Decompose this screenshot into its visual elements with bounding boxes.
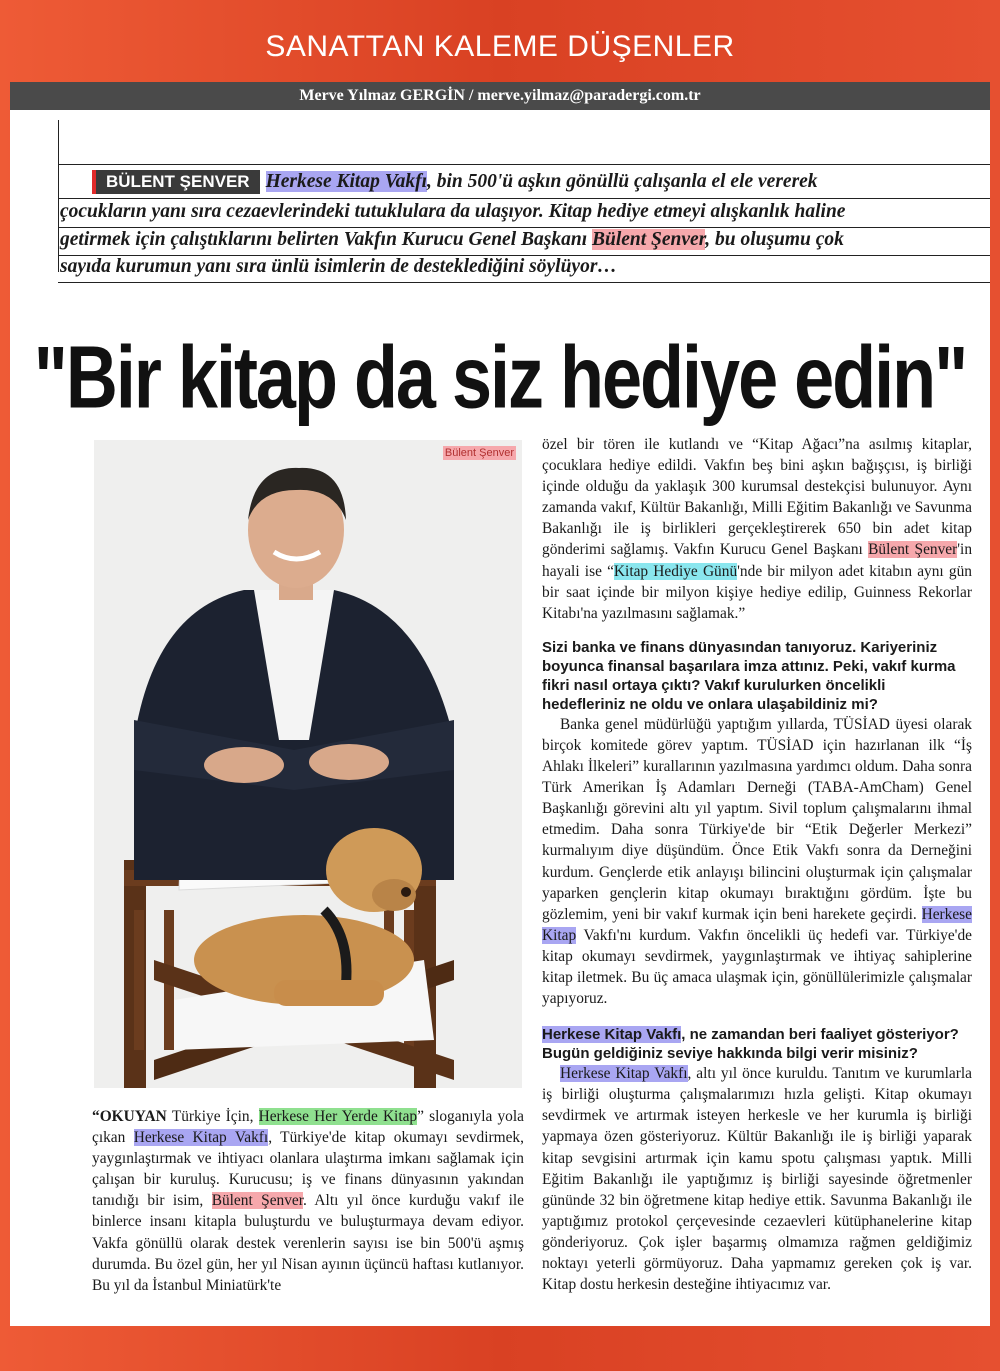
- right-paragraph-1: özel bir tören ile kutlandı ve “Kitap Ağacı”na asılmış kitaplar, çocuklara hediye edildi. Vakfın beş bini aşkın bağışçısı, iş birliği içinde olduğu da yaklaşık 300 kurumsal destekçisi bulunuyor. Aynı zamanda vakıf, Kültür Bakanlığı, Milli Eğitim Bakanlığı ve Savunma Bakanlığı ile iş birlikleri gerçekleştirerek 650 bin adet kitap gönderimi sağlamış. Vakfın Kurucu Genel Başkanı Bülent Şenver'in hayali ise “Kitap Hediye Günü'nde bir milyon adet kitabın aynı gün bir saat içinde bir milyon kişiye hediye edilip, Guinness Rekorlar Kitabı'na yazılmasını sağlamak.”: [542, 436, 973, 622]
- highlight-foundation: Herkese Kitap: [542, 905, 972, 944]
- intro-line-3: getirmek için çalıştıklarını belirten Vakfın Kurucu Genel Başkanı Bülent Şenver, bu oluşumu çok: [60, 229, 844, 250]
- answer-2: Herkese Kitap Vakfı, altı yıl önce kuruldu. Tanıtım ve kurumlarla iş birliği oluşturma çalışmalarımızı hızla gelişti. Kitap okumayı sevdirmek ve artırmak isteyen herkesle ve her kurumla iş birliği yapmaya özen gösteriyoruz. Kültür Bakanlığı ile iş birliği yaparak kitap sevgisini artırmak için kamu spotu çalışması yaptık. Milli Eğitim Bakanlığı ile yaptığımız iş birliği sayesinde öğretmenler gününde 32 bin öğretmene kitap hediye ettik. Savunma Bakanlığı ile yaptığımız protokol çerçevesinde cezaevleri kütüphanelerine kitap gönderiyoruz. Çok işler başarmış olmamıza rağmen geldiğimiz noktayı yeterli görmüyoruz. Daha yapmamız gereken çok iş var. Kitap dostu herkesin desteğine ihtiyacımız var.: [542, 1065, 972, 1294]
- rule-3: [58, 227, 990, 228]
- intro-line-4: sayıda kurumun yanı sıra ünlü isimlerin de desteklediğini söylüyor…: [60, 256, 617, 277]
- rule-2: [58, 198, 990, 199]
- highlight-name: Bülent Şenver: [211, 1192, 304, 1210]
- highlight-foundation: Herkese Kitap Vakfı: [133, 1129, 269, 1147]
- left-column: [92, 1106, 524, 1296]
- rule-5: [58, 282, 990, 283]
- highlight-foundation: Herkese Kitap Vakfı: [560, 1065, 688, 1083]
- question-1: Sizi banka ve finans dünyasından tanıyoruz. Kariyeriniz boyunca finansal başarılara imza attınız. Peki, vakıf kurma fikri nasıl ortaya çıktı? Vakıf kurulurken öncelikli hedefleriniz ne oldu ve onlara ulaşabildiniz mi?: [542, 638, 956, 713]
- portrait-illustration: [94, 440, 522, 1088]
- portrait-photo: [94, 440, 522, 1088]
- intro-line-1: BÜLENT ŞENVER Herkese Kitap Vakfı, bin 500'ü aşkın gönüllü çalışanla el ele vererek: [92, 170, 818, 194]
- highlight-name: Bülent Şenver: [868, 541, 958, 559]
- intro-line-2: çocukların yanı sıra cezaevlerindeki tutuklulara da ulaşıyor. Kitap hediye etmeyi alışkanlık haline: [60, 201, 846, 222]
- magazine-header: [0, 0, 1000, 82]
- person-tag: BÜLENT ŞENVER: [92, 170, 260, 194]
- article-page: [10, 110, 990, 1326]
- highlight-foundation: Herkese Kitap Vakfı: [542, 1026, 682, 1044]
- question-2: Herkese Kitap Vakfı, ne zamandan beri faaliyet gösteriyor? Bugün geldiğiniz seviye hakkında bilgi verir misiniz?: [542, 1026, 959, 1063]
- left-paragraph: “OKUYAN Türkiye İçin, Herkese Her Yerde Kitap” sloganıyla yola çıkan Herkese Kitap Vakfı, Türkiye'de kitap okumayı sevdirmek, yaygınlaştırmak ve ihtiyacı olanlara ulaştırma imkanı sağlamak için çalışan bir kuruluş. Kurucusu; iş ve finans dünyasının yakından tanıdığı bir isim, Bülent Şenver. Altı yıl önce kurduğu vakıf ile binlerce insanı kitapla buluşturdu ve buluşturmaya devam ediyor. Vakfa gönüllü olarak destek verenlerin sayısı ise bin 500'ü aşmış durumda. Bu özel gün, her yıl Nisan ayının üçüncü haftası kutlanıyor. Bu yıl da İstanbul Miniatürk'te: [92, 1108, 524, 1294]
- rule-1: [58, 164, 990, 165]
- section-title: SANATTAN KALEME DÜŞENLER: [265, 30, 735, 63]
- intro-left-rule: [58, 120, 59, 272]
- highlight-book-day: Kitap Hediye Günü: [613, 562, 738, 580]
- highlight-foundation: Herkese Kitap Vakfı: [265, 171, 427, 192]
- right-column: [542, 434, 972, 1295]
- highlight-name: Bülent Şenver: [591, 229, 706, 250]
- bottom-border: [0, 1326, 1000, 1371]
- author-byline: Merve Yılmaz GERGİN / merve.yilmaz@paradergi.com.tr: [299, 87, 701, 104]
- answer-1: Banka genel müdürlüğü yaptığım yıllarda, TÜSİAD üyesi olarak birçok komitede görev yaptım. TÜSİAD için hazırlanan ilk “İş Ahlakı İlkeleri” kurallarının yazılmasına yardımcı oldum. Daha sonra Türk Amerikan İş Adamları Derneği (TABA-AmCham) Genel Başkanlığı görevini altı yıl yaptım. Sivil toplum çalışmalarını ihmal etmedim. Daha sonra Türkiye'de bir “Etik Değerler Merkezi” kurmalıyım diye düşündüm. Önce Etik Vakfı sonra da Derneğini kurdum. Gençlerde etik anlayışı bilincini oluşturmak için çalışmalar yaparken gençlerin kitap okumayı bıraktığını gördüm. İşte bu gözlemim, yeni bir vakıf kurmak için beni harekete geçirdi. Herkese Kitap Vakfı'nı kurdum. Vakfın öncelikli üç hedefi var. Türkiye'de kitap okumayı sevdirmek, yaygınlaştırmak ve ihtiyaç sahiplerine kitap iletmek. Bu üç amaca ulaşmak için, gönüllülerimizle çalışmalar yapıyoruz.: [542, 715, 972, 1008]
- author-bar: [10, 82, 990, 110]
- highlight-slogan: Herkese Her Yerde Kitap: [258, 1108, 418, 1125]
- photo-caption: Bülent Şenver: [444, 447, 514, 459]
- article-headline: "Bir kitap da siz hediye edin": [33, 329, 967, 427]
